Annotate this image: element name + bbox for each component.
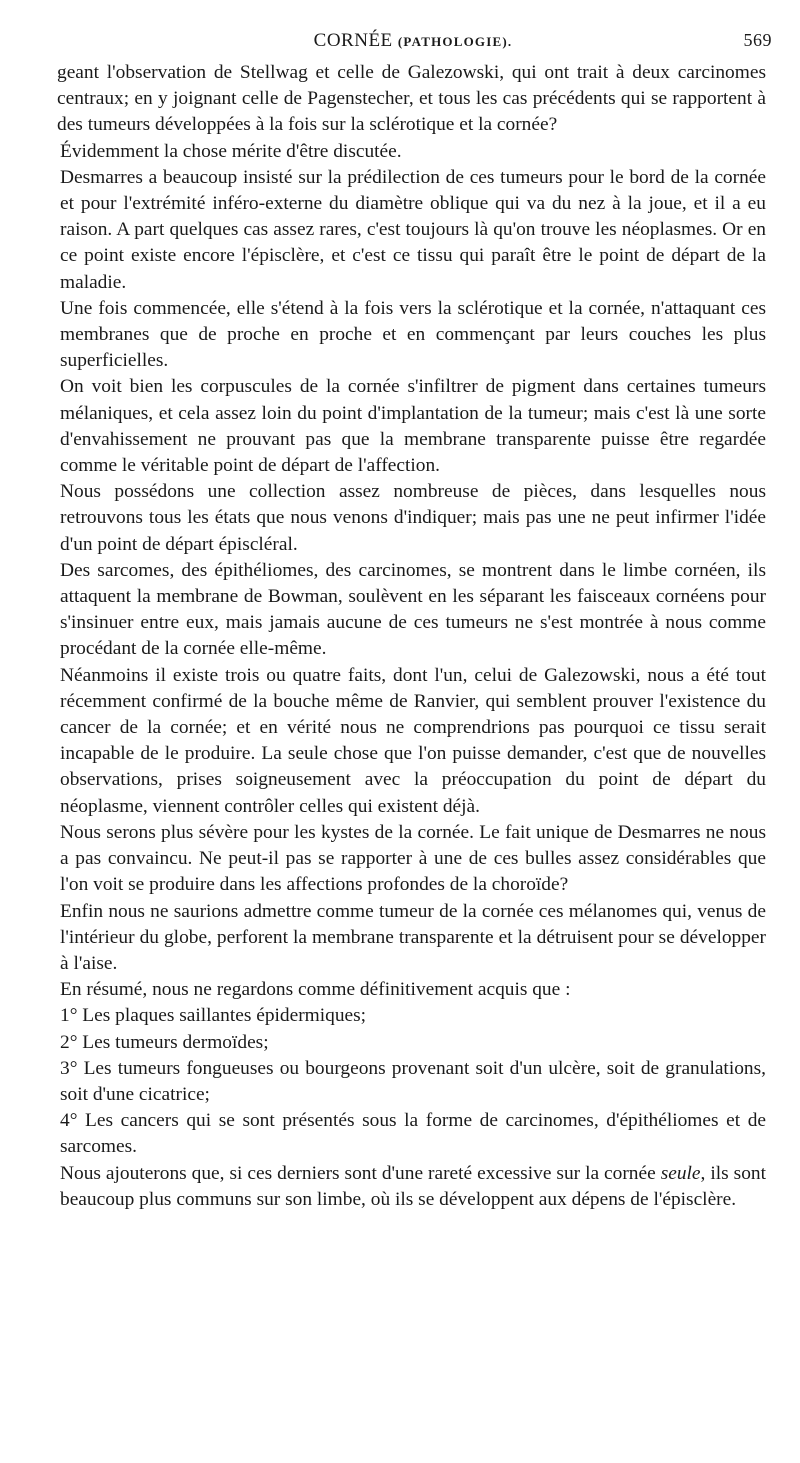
list-item: 4° Les cancers qui se sont présentés sous la forme de carcinomes, d'épithéliomes et de sarcomes. <box>60 1110 766 1158</box>
paragraph: On voit bien les corpuscules de la cornée s'infiltrer de pigment dans certaines tumeurs mélaniques, et cela assez loin du point d'implantation de la tumeur; mais c'est là une sorte d'envahissement ne prouvant pas que la membrane transparente puisse être regardée comme le véritable point de départ de l'affection. <box>60 376 766 477</box>
paragraph: geant l'observation de Stellwag et celle de Galezowski, qui ont trait à deux carcinomes centraux; en y joignant celle de Pagenstecher, et tous les cas précédents qui se rapportent à des tumeurs développées à la fois sur la sclérotique et la cornée? <box>57 62 766 136</box>
paragraph: Nous possédons une collection assez nombreuse de pièces, dans lesquelles nous retrouvons tous les états que nous venons d'indiquer; mais pas une ne peut infirmer l'idée d'un point de départ épiscléral. <box>60 481 766 555</box>
document-page <box>57 30 772 1213</box>
paragraph: Desmarres a beaucoup insisté sur la prédilection de ces tumeurs pour le bord de la cornée et pour l'extrémité inféro-externe du diamètre oblique qui va du nez à la joue, et il a eu raison. A part quelques cas assez rares, c'est toujours là qu'on trouve les néoplasmes. Or en ce point existe encore l'épisclère, et c'est ce tissu qui paraît être le point de départ de la maladie. <box>60 166 766 293</box>
list-item: 3° Les tumeurs fongueuses ou bourgeons provenant soit d'un ulcère, soit de granulations, soit d'une cicatrice; <box>60 1057 766 1105</box>
paragraph: Une fois commencée, elle s'étend à la fois vers la sclérotique et la cornée, n'attaquant ces membranes que de proche en proche et en commençant par leurs couches les plus superficielles. <box>60 297 766 372</box>
paragraph-last <box>60 1161 766 1213</box>
paragraph: Néanmoins il existe trois ou quatre faits, dont l'un, celui de Galezowski, nous a été tout récemment confirmé de la bouche même de Ranvier, qui semblent prouver l'existence du cancer de la cornée; et en vérité nous ne comprendrions pas pourquoi ce tissu serait incapable de le produire. La seule chose que l'on puisse demander, c'est que de nouvelles observations, prises soigneusement avec la préoccupation du point de départ du néoplasme, viennent contrôler celles qui existent déjà. <box>60 664 766 817</box>
list-item: 2° Les tumeurs dermoïdes; <box>60 1031 269 1053</box>
paragraph: Des sarcomes, des épithéliomes, des carcinomes, se montrent dans le limbe cornéen, ils attaquent la membrane de Bowman, soulèvent en les séparant les faisceaux cornéens pour s'insinuer entre eux, mais jamais aucune de ces tumeurs ne s'est montrée à nous comme procédant de la cornée elle-même. <box>60 559 766 660</box>
last-paragraph-before: Nous ajouterons que, si ces derniers sont d'une rareté excessive sur la cornée <box>60 1162 661 1184</box>
running-title-main: CORNÉE <box>313 30 393 51</box>
running-header <box>60 30 772 60</box>
last-paragraph-after: , ils sont beaucoup plus communs sur son limbe, où ils se développent aux dépens de l'épisclère. <box>60 1162 766 1210</box>
paragraph: En résumé, nous ne regardons comme définitivement acquis que : <box>60 979 571 1001</box>
paragraph: Évidemment la chose mérite d'être discutée. <box>60 140 402 162</box>
paragraph: Enfin nous ne saurions admettre comme tumeur de la cornée ces mélanomes qui, venus de l'intérieur du globe, perforent la membrane transparente et la détruisent pour se développer à l'aise. <box>60 900 766 974</box>
body-text <box>57 60 766 1213</box>
running-title-sub: (PATHOLOGIE). <box>397 34 513 49</box>
paragraph: Nous serons plus sévère pour les kystes de la cornée. Le fait unique de Desmarres ne nous a pas convaincu. Ne peut-il pas se rapporter à une de ces bulles assez considérables que l'on voit se produire dans les affections profondes de la choroïde? <box>60 821 766 896</box>
page-number: 569 <box>743 30 772 50</box>
last-paragraph-emphasis: seule <box>660 1162 701 1184</box>
list-item: 1° Les plaques saillantes épidermiques; <box>60 1005 367 1027</box>
running-title <box>60 30 766 52</box>
